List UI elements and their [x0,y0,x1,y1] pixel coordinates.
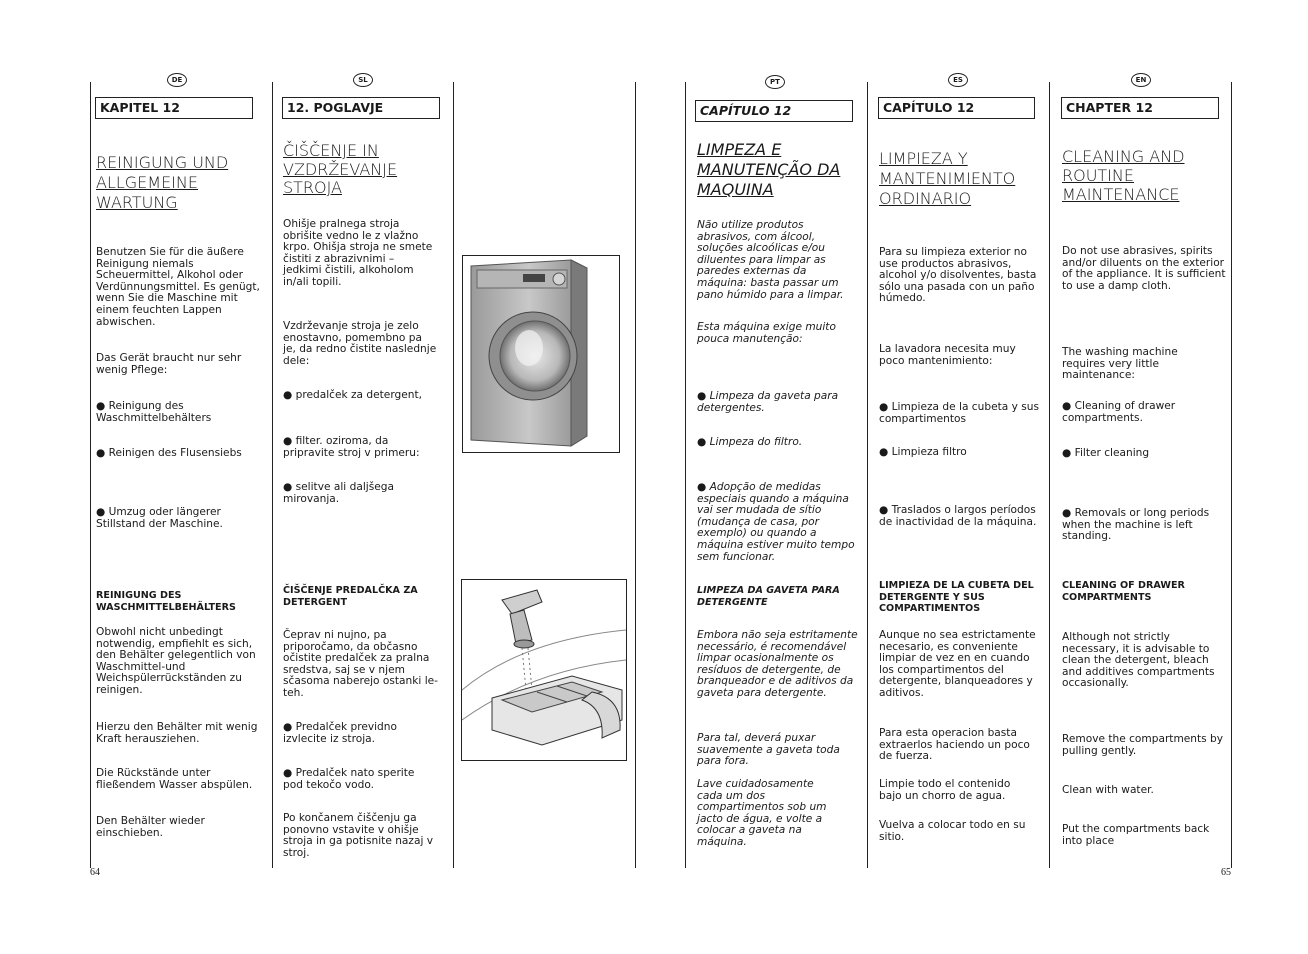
body-paragraph: Although not strictly necessary, it is advisable to clean the detergent, bleach and additives compartments occasionally. [1062,631,1215,690]
column-rule [1049,82,1050,868]
body-paragraph: Clean with water. [1062,784,1154,796]
bullet-item: ● Limpeza do filtro. [697,437,857,449]
body-paragraph: Den Behälter wieder einschieben. [96,815,205,839]
intro-paragraph: Para su limpieza exterior no use productos abrasivos, alcohol y/o disolventes, basta sólo una pasada con un paño húmedo. [879,246,1037,305]
body-paragraph: Put the compartments back into place [1062,823,1210,847]
bullet-item: ● predalček za detergent, [283,390,448,402]
language-badge-de: DE [167,73,187,87]
bullet-item: ● Limpieza de la cubeta y sus compartimentos [879,402,1039,425]
language-badge-en: EN [1131,73,1151,87]
chapter-label: CAPÍTULO 12 [695,100,853,122]
body-paragraph: Para tal, deverá puxar suavemente a gaveta toda para fora. [697,732,840,768]
washing-machine-illustration [462,255,620,453]
chapter-label: CHAPTER 12 [1061,97,1219,119]
language-badge-pt: PT [765,75,785,89]
drawer-rinsing-image [462,580,626,760]
bullet-item: ● Removals or long periods when the machine is left standing. [1062,508,1227,543]
column-rule [635,82,636,868]
body-paragraph: Remove the compartments by pulling gently. [1062,733,1224,757]
body-paragraph: Limpie todo el contenido bajo un chorro de agua. [879,778,1011,802]
intro-paragraph: Benutzen Sie für die äußere Reinigung niemals Scheuermittel, Alkohol oder Verdünnungsmittel. Es genügt, wenn Sie die Maschine mit einem feuchten Lappen abwischen. [96,246,260,328]
section-title: CLEANING AND ROUTINE MAINTENANCE [1062,147,1185,204]
bullet-item: ● Limpieza filtro [879,447,1039,459]
maintenance-paragraph: La lavadora necesita muy poco mantenimiento: [879,343,1016,367]
column-rule [1231,82,1232,868]
column-rule [453,82,454,868]
bullet-item: ● Predalček nato sperite pod tekočo vodo. [283,768,433,791]
body-paragraph: Vuelva a colocar todo en su sitio. [879,819,1026,843]
body-paragraph: Para esta operacion basta extraerlos haciendo un poco de fuerza. [879,727,1030,763]
detergent-drawer-illustration [461,579,627,761]
subheading: CLEANING OF DRAWER COMPARTMENTS [1062,580,1185,603]
chapter-label: 12. POGLAVJE [282,97,440,119]
maintenance-paragraph: Das Gerät braucht nur sehr wenig Pflege: [96,352,242,376]
maintenance-paragraph: Vzdrževanje stroja je zelo enostavno, pomembno pa je, da redno čistite naslednje dele: [283,320,437,367]
column-rule [90,82,91,868]
bullet-item: ● Filter cleaning [1062,448,1222,460]
body-paragraph: Die Rückstände unter fließendem Wasser abspülen. [96,767,253,791]
bullet-item: ● filter. oziroma, da pripravite stroj v primeru: [283,436,433,459]
bullet-item: ● Limpeza da gaveta para detergentes. [697,391,857,414]
section-title: ČIŠČENJE IN VZDRŽEVANJE STROJA [283,141,398,197]
maintenance-paragraph: Esta máquina exige muito pouca manutenção: [697,321,836,345]
bullet-item: ● Predalček previdno izvlecite iz stroja. [283,722,433,745]
body-paragraph: Obwohl nicht unbedingt notwendig, empfiehlt es sich, den Behälter gelegentlich von Waschmittel-und Weichspülerrückständen zu reinigen. [96,626,256,696]
section-title: LIMPIEZA Y MANTENIMIENTO ORDINARIO [879,149,1016,208]
column-rule [867,82,868,868]
page-number-right: 65 [1221,867,1231,878]
bullet-item: ● Reinigung des Waschmittelbehälters [96,401,256,424]
language-badge-es: ES [948,73,968,87]
subheading: LIMPEZA DA GAVETA PARA DETERGENTE [697,585,840,608]
language-badge-sl: SL [353,73,373,87]
column-rule [685,82,686,868]
column-rule [272,82,273,868]
bullet-item: ● Umzug oder längerer Stillstand der Maschine. [96,507,261,530]
intro-paragraph: Ohišje pralnega stroja obrišite vedno le z vlažno krpo. Ohišja stroja ne smete čistiti z abrazivnimi – jedkimi čistili, alkoholom in/ali topili. [283,218,433,288]
bullet-item: ● Reinigen des Flusensiebs [96,448,266,460]
chapter-label: CAPÍTULO 12 [878,97,1035,119]
bullet-item: ● selitve ali daljšega mirovanja. [283,482,423,505]
body-paragraph: Embora não seja estritamente necessário, é recomendável limpar ocasionalmente os resíduos de detergente, de branqueador e de aditivos da gaveta para detergente. [697,629,858,699]
subheading: REINIGUNG DES WASCHMITTELBEHÄLTERS [96,590,236,613]
washing-machine-image [463,256,619,452]
body-paragraph: Hierzu den Behälter mit wenig Kraft herausziehen. [96,721,258,745]
section-title: LIMPEZA E MANUTENÇÃO DA MAQUINA [697,140,841,199]
intro-paragraph: Do not use abrasives, spirits and/or diluents on the exterior of the appliance. It is sufficient to use a damp cloth. [1062,245,1226,292]
section-title: REINIGUNG UND ALLGEMEINE WARTUNG [96,153,229,212]
page-number-left: 64 [90,867,100,878]
bullet-item: ● Traslados o largos períodos de inactividad de la máquina. [879,505,1039,528]
body-paragraph: Po končanem čiščenju ga ponovno vstavite v ohišje stroja in ga potisnite nazaj v stroj. [283,812,434,859]
bullet-item: ● Cleaning of drawer compartments. [1062,401,1202,424]
subheading: ČIŠČENJE PREDALČKA ZA DETERGENT [283,585,418,608]
chapter-label: KAPITEL 12 [95,97,253,119]
body-paragraph: Lave cuidadosamente cada um dos compartimentos sob um jacto de água, e volte a colocar a gaveta na máquina. [697,778,827,848]
body-paragraph: Čeprav ni nujno, pa priporočamo, da občasno očistite predalček za pralna sredstva, saj se v njem sčasoma naberejo ostanki le-teh. [283,629,438,699]
maintenance-paragraph: The washing machine requires very little maintenance: [1062,346,1178,382]
subheading: LIMPIEZA DE LA CUBETA DEL DETERGENTE Y SUS COMPARTIMENTOS [879,580,1034,614]
body-paragraph: Aunque no sea estrictamente necesario, es conveniente limpiar de vez en en cuando los compartimentos del detergente, blanqueadores y aditivos. [879,629,1036,699]
bullet-item: ● Adopção de medidas especiais quando a máquina vai ser mudada de sítio (mudança de casa, por exemplo) ou quando a máquina estiver muito tempo sem funcionar. [697,482,862,563]
intro-paragraph: Não utilize produtos abrasivos, com álcool, soluções alcoólicas e/ou diluentes para limpar as paredes externas da máquina: basta passar um pano húmido para a limpar. [697,219,844,301]
